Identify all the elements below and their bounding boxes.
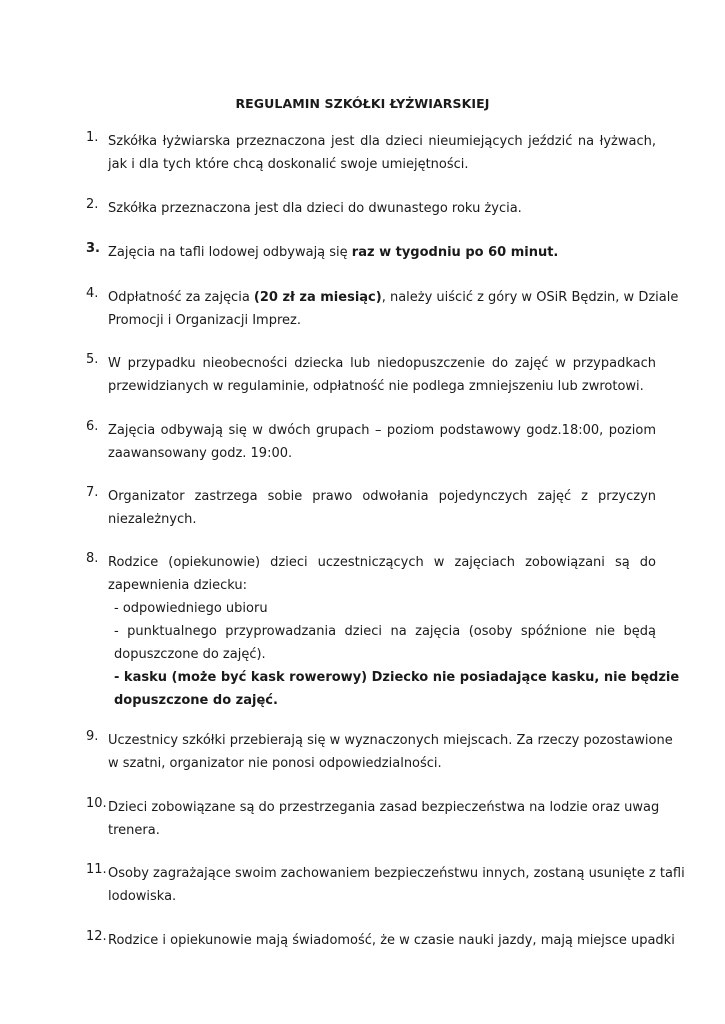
- rule-subline-bold: [114, 666, 680, 689]
- rule-text: , należy uiścić z góry w OSiR Będzin, w Dziale: [381, 290, 679, 305]
- rule-number: 11.: [86, 862, 107, 877]
- rule-line: Rodzice i opiekunowie mają świadomość, że w czasie nauki jazdy, mają miejsce upadki: [108, 933, 675, 948]
- rule-item-2: [86, 197, 656, 220]
- rule-number: 10.: [86, 796, 107, 811]
- rule-emphasis: (20 zł za miesiąc): [253, 290, 382, 305]
- rule-line: W przypadku nieobecności dziecka lub niedopuszczenie do zajęć w przypadkach: [108, 356, 656, 371]
- rule-item-7: [86, 485, 656, 531]
- rule-line: Rodzice (opiekunowie) dzieci uczestniczących w zajęciach zobowiązani są do: [108, 555, 656, 570]
- rule-item-5: [86, 352, 656, 398]
- rule-subline: - punktualnego przyprowadzania dzieci na zajęcia (osoby spóźnione nie będą: [114, 624, 656, 639]
- rule-line: zapewnienia dziecku:: [108, 578, 248, 593]
- rule-text: Zajęcia na tafli lodowej odbywają się: [108, 245, 352, 260]
- rule-line: jak i dla tych które chcą doskonalić swoje umiejętności.: [108, 157, 469, 172]
- rule-line: Szkółka łyżwiarska przeznaczona jest dla dzieci nieumiejących jeździć na łyżwach,: [108, 134, 656, 149]
- rule-line: przewidzianych w regulaminie, odpłatność nie podlega zmniejszeniu lub zwrotowi.: [108, 379, 644, 394]
- document-title: REGULAMIN SZKÓŁKI ŁYŻWIARSKIEJ: [235, 96, 490, 111]
- rule-number: 4.: [86, 286, 99, 301]
- rule-number: 1.: [86, 130, 99, 145]
- rule-line: zaawansowany godz. 19:00.: [108, 446, 293, 461]
- rule-line: Zajęcia odbywają się w dwóch grupach – poziom podstawowy godz.18:00, poziom: [108, 423, 656, 438]
- rule-number: 7.: [86, 485, 99, 500]
- rule-line: Osoby zagrażające swoim zachowaniem bezpieczeństwu innych, zostaną usunięte z tafli: [108, 866, 685, 881]
- rule-line: Dzieci zobowiązane są do przestrzegania zasad bezpieczeństwa na lodzie oraz uwag: [108, 800, 660, 815]
- rule-number: 12.: [86, 929, 107, 944]
- rule-line: [108, 241, 656, 264]
- rule-line: Promocji i Organizacji Imprez.: [108, 313, 301, 328]
- rule-number: 5.: [86, 352, 99, 367]
- rule-subline: - odpowiedniego ubioru: [114, 601, 268, 616]
- rule-line: w szatni, organizator nie ponosi odpowiedzialności.: [108, 756, 442, 771]
- rule-line: niezależnych.: [108, 512, 197, 527]
- rule-emphasis: raz w tygodniu po 60 minut.: [351, 245, 559, 260]
- rule-item-10: [86, 796, 660, 842]
- rule-number: 3.: [86, 241, 100, 256]
- rule-line: lodowiska.: [108, 889, 177, 904]
- rule-line: trenera.: [108, 823, 160, 838]
- rule-item-12: [86, 929, 675, 952]
- rule-number: 8.: [86, 551, 99, 566]
- rule-line: Uczestnicy szkółki przebierają się w wyznaczonych miejscach. Za rzeczy pozostawione: [108, 733, 673, 748]
- rule-item-3: [86, 241, 656, 264]
- rule-line: Szkółka przeznaczona jest dla dzieci do dwunastego roku życia.: [108, 201, 522, 216]
- rule-number: 2.: [86, 197, 99, 212]
- rule-number: 9.: [86, 729, 99, 744]
- rule-item-4: [86, 286, 679, 332]
- rule-emphasis: dopuszczone do zajęć.: [114, 693, 278, 708]
- rule-item-9: [86, 729, 673, 775]
- rule-item-6: [86, 419, 656, 465]
- rule-text: Odpłatność za zajęcia: [108, 290, 254, 305]
- rule-emphasis: - kasku (może być kask rowerowy) Dziecko nie posiadające kasku, nie będzie: [114, 670, 680, 685]
- rule-subline: dopuszczone do zajęć).: [114, 647, 266, 662]
- rule-item-11: [86, 862, 685, 908]
- rule-item-8: [86, 551, 680, 712]
- rule-item-1: [86, 130, 656, 176]
- rule-subline-bold: [114, 689, 656, 712]
- rule-line: Organizator zastrzega sobie prawo odwołania pojedynczych zajęć z przyczyn: [108, 489, 656, 504]
- rule-line: [108, 286, 679, 309]
- rule-number: 6.: [86, 419, 99, 434]
